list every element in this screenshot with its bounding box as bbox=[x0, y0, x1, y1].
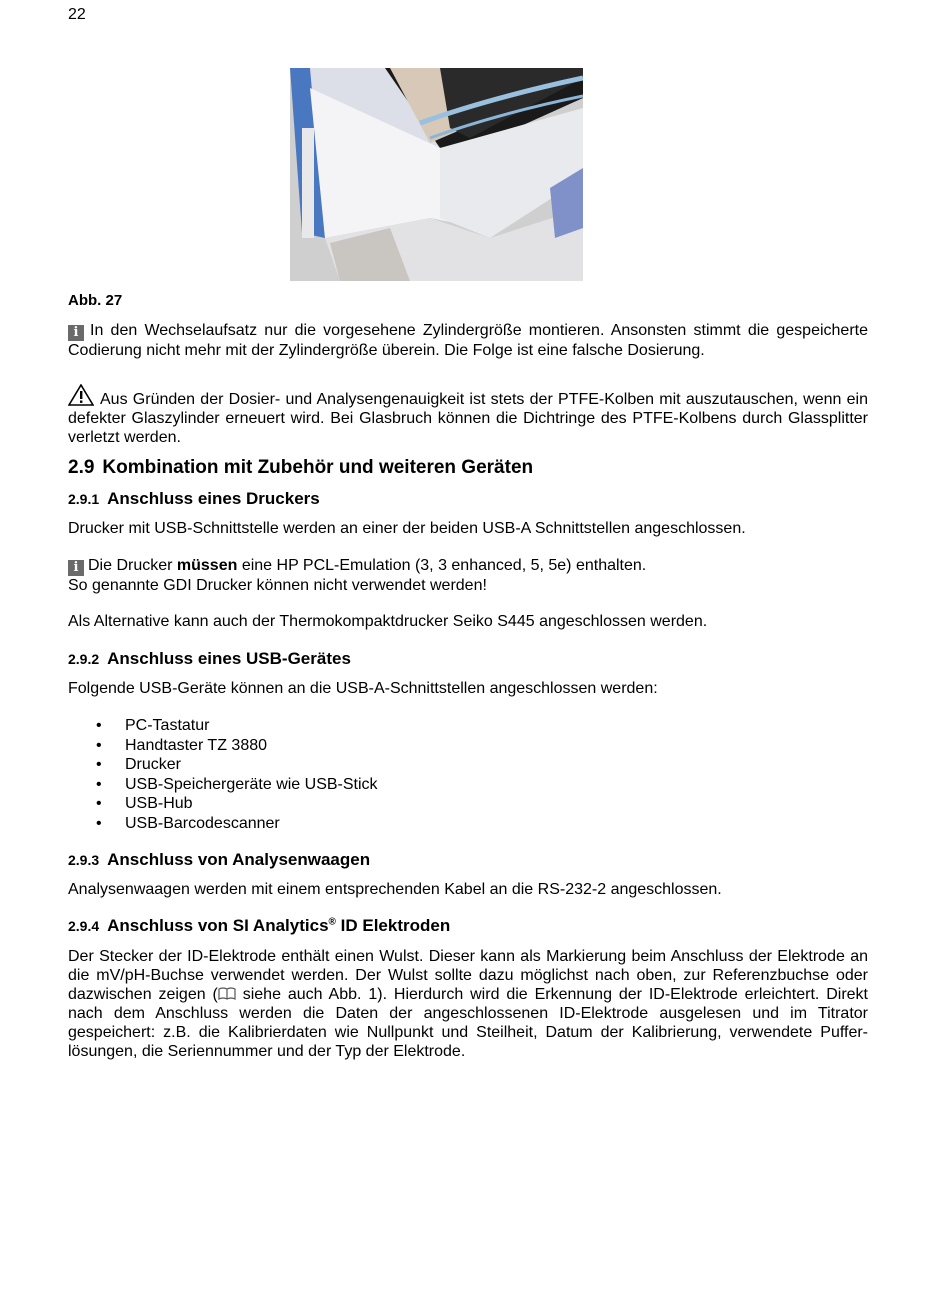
figure-caption: Abb. 27 bbox=[68, 292, 123, 309]
subsection-number: 2.9.1 bbox=[68, 491, 100, 507]
section-title: Kombination mit Zubehör und weiteren Geräten bbox=[102, 457, 534, 478]
subsection-title-pre: Anschluss von SI Analytics bbox=[107, 916, 329, 935]
list-item: • Drucker bbox=[68, 755, 868, 775]
info-note-1 bbox=[68, 321, 868, 360]
section-number: 2.9 bbox=[68, 457, 95, 478]
list-item: • Handtaster TZ 3880 bbox=[68, 736, 868, 756]
printer-info-line2: So genannte GDI Drucker können nicht verwendet werden! bbox=[68, 577, 487, 594]
page-number: 22 bbox=[68, 6, 86, 23]
section-2-9-4-heading bbox=[68, 916, 450, 936]
figure-photo bbox=[290, 68, 583, 281]
subsection-number: 2.9.2 bbox=[68, 651, 100, 667]
list-item: • USB-Hub bbox=[68, 794, 868, 814]
info-icon: i bbox=[68, 560, 84, 576]
printer-info-emphasis: müssen bbox=[176, 557, 238, 574]
id-electrode-text-pre: Der Stecker der ID-Elektrode enthält einen Wulst. Dieser kann als Markierung beim Anschluss der Elektrode an die mV/pH-Buchse verwendet werden. Der Wulst sollte dazu möglichst nach oben, zur Referenzbuchse oder dazwischen zeigen ( bbox=[68, 948, 868, 1003]
balance-paragraph: Analysenwaagen werden mit einem entsprechenden Kabel an die RS-232-2 angeschlossen. bbox=[68, 881, 722, 898]
subsection-number: 2.9.4 bbox=[68, 918, 100, 934]
section-2-9-2-heading bbox=[68, 649, 351, 669]
subsection-title: Anschluss eines USB-Gerätes bbox=[107, 649, 351, 668]
id-electrode-text-post: siehe auch Abb. 1). Hierdurch wird die Erkennung der ID-Elektrode erleichtert. Direkt nach dem Anschluss werden die Daten der angeschlossenen ID-Elektrode ausgelesen und im Titrator gespeichert: z.B. die Kalibrierdaten wie Nullpunkt und Steilheit, Datum der Kalibrierung, verwendete Puffer-lösungen, die Seriennummer und der Typ der Elektrode. bbox=[68, 986, 869, 1060]
id-electrode-paragraph bbox=[68, 947, 868, 1061]
subsection-title: Anschluss eines Druckers bbox=[107, 489, 320, 508]
list-item: • USB-Speichergeräte wie USB-Stick bbox=[68, 775, 868, 795]
book-icon bbox=[218, 986, 236, 999]
usb-intro: Folgende USB-Geräte können an die USB-A-Schnittstellen angeschlossen werden: bbox=[68, 680, 658, 697]
section-2-9-1-heading bbox=[68, 489, 320, 509]
printer-info-text-post: eine HP PCL-Emulation (3, 3 enhanced, 5, 5e) enthalten. bbox=[237, 557, 647, 574]
printer-info-text-pre: Die Drucker bbox=[88, 557, 177, 574]
printer-alternative: Als Alternative kann auch der Thermokompaktdrucker Seiko S445 angeschlossen werden. bbox=[68, 613, 708, 630]
usb-device-list bbox=[68, 716, 868, 833]
warning-icon bbox=[68, 384, 94, 406]
section-2-9-3-heading bbox=[68, 850, 370, 870]
section-2-9-heading bbox=[68, 457, 533, 479]
registered-mark: ® bbox=[328, 916, 336, 928]
list-item: • USB-Barcodescanner bbox=[68, 814, 868, 834]
list-item: • PC-Tastatur bbox=[68, 716, 868, 736]
warning-note bbox=[68, 384, 868, 447]
printer-info-note bbox=[68, 556, 868, 595]
warning-note-text: Aus Gründen der Dosier- und Analysengenauigkeit ist stets der PTFE-Kolben mit auszutauschen, wenn ein defekter Glaszylinder erneuert wird. Bei Glasbruch können die Dichtringe des PTFE-Kolbens durch Glassplitter verletzt werden. bbox=[68, 391, 868, 446]
subsection-number: 2.9.3 bbox=[68, 852, 100, 868]
subsection-title-post: ID Elektroden bbox=[335, 916, 451, 935]
info-icon: i bbox=[68, 325, 84, 341]
subsection-title: Anschluss von Analysenwaagen bbox=[107, 850, 371, 869]
info-note-1-text: In den Wechselaufsatz nur die vorgesehene Zylindergröße montieren. Ansonsten stimmt die gespeicherte Codierung nicht mehr mit der Zylindergröße überein. Die Folge ist eine falsche Dosierung. bbox=[68, 322, 868, 359]
printer-paragraph: Drucker mit USB-Schnittstelle werden an einer der beiden USB-A Schnittstellen angeschlossen. bbox=[68, 520, 746, 537]
